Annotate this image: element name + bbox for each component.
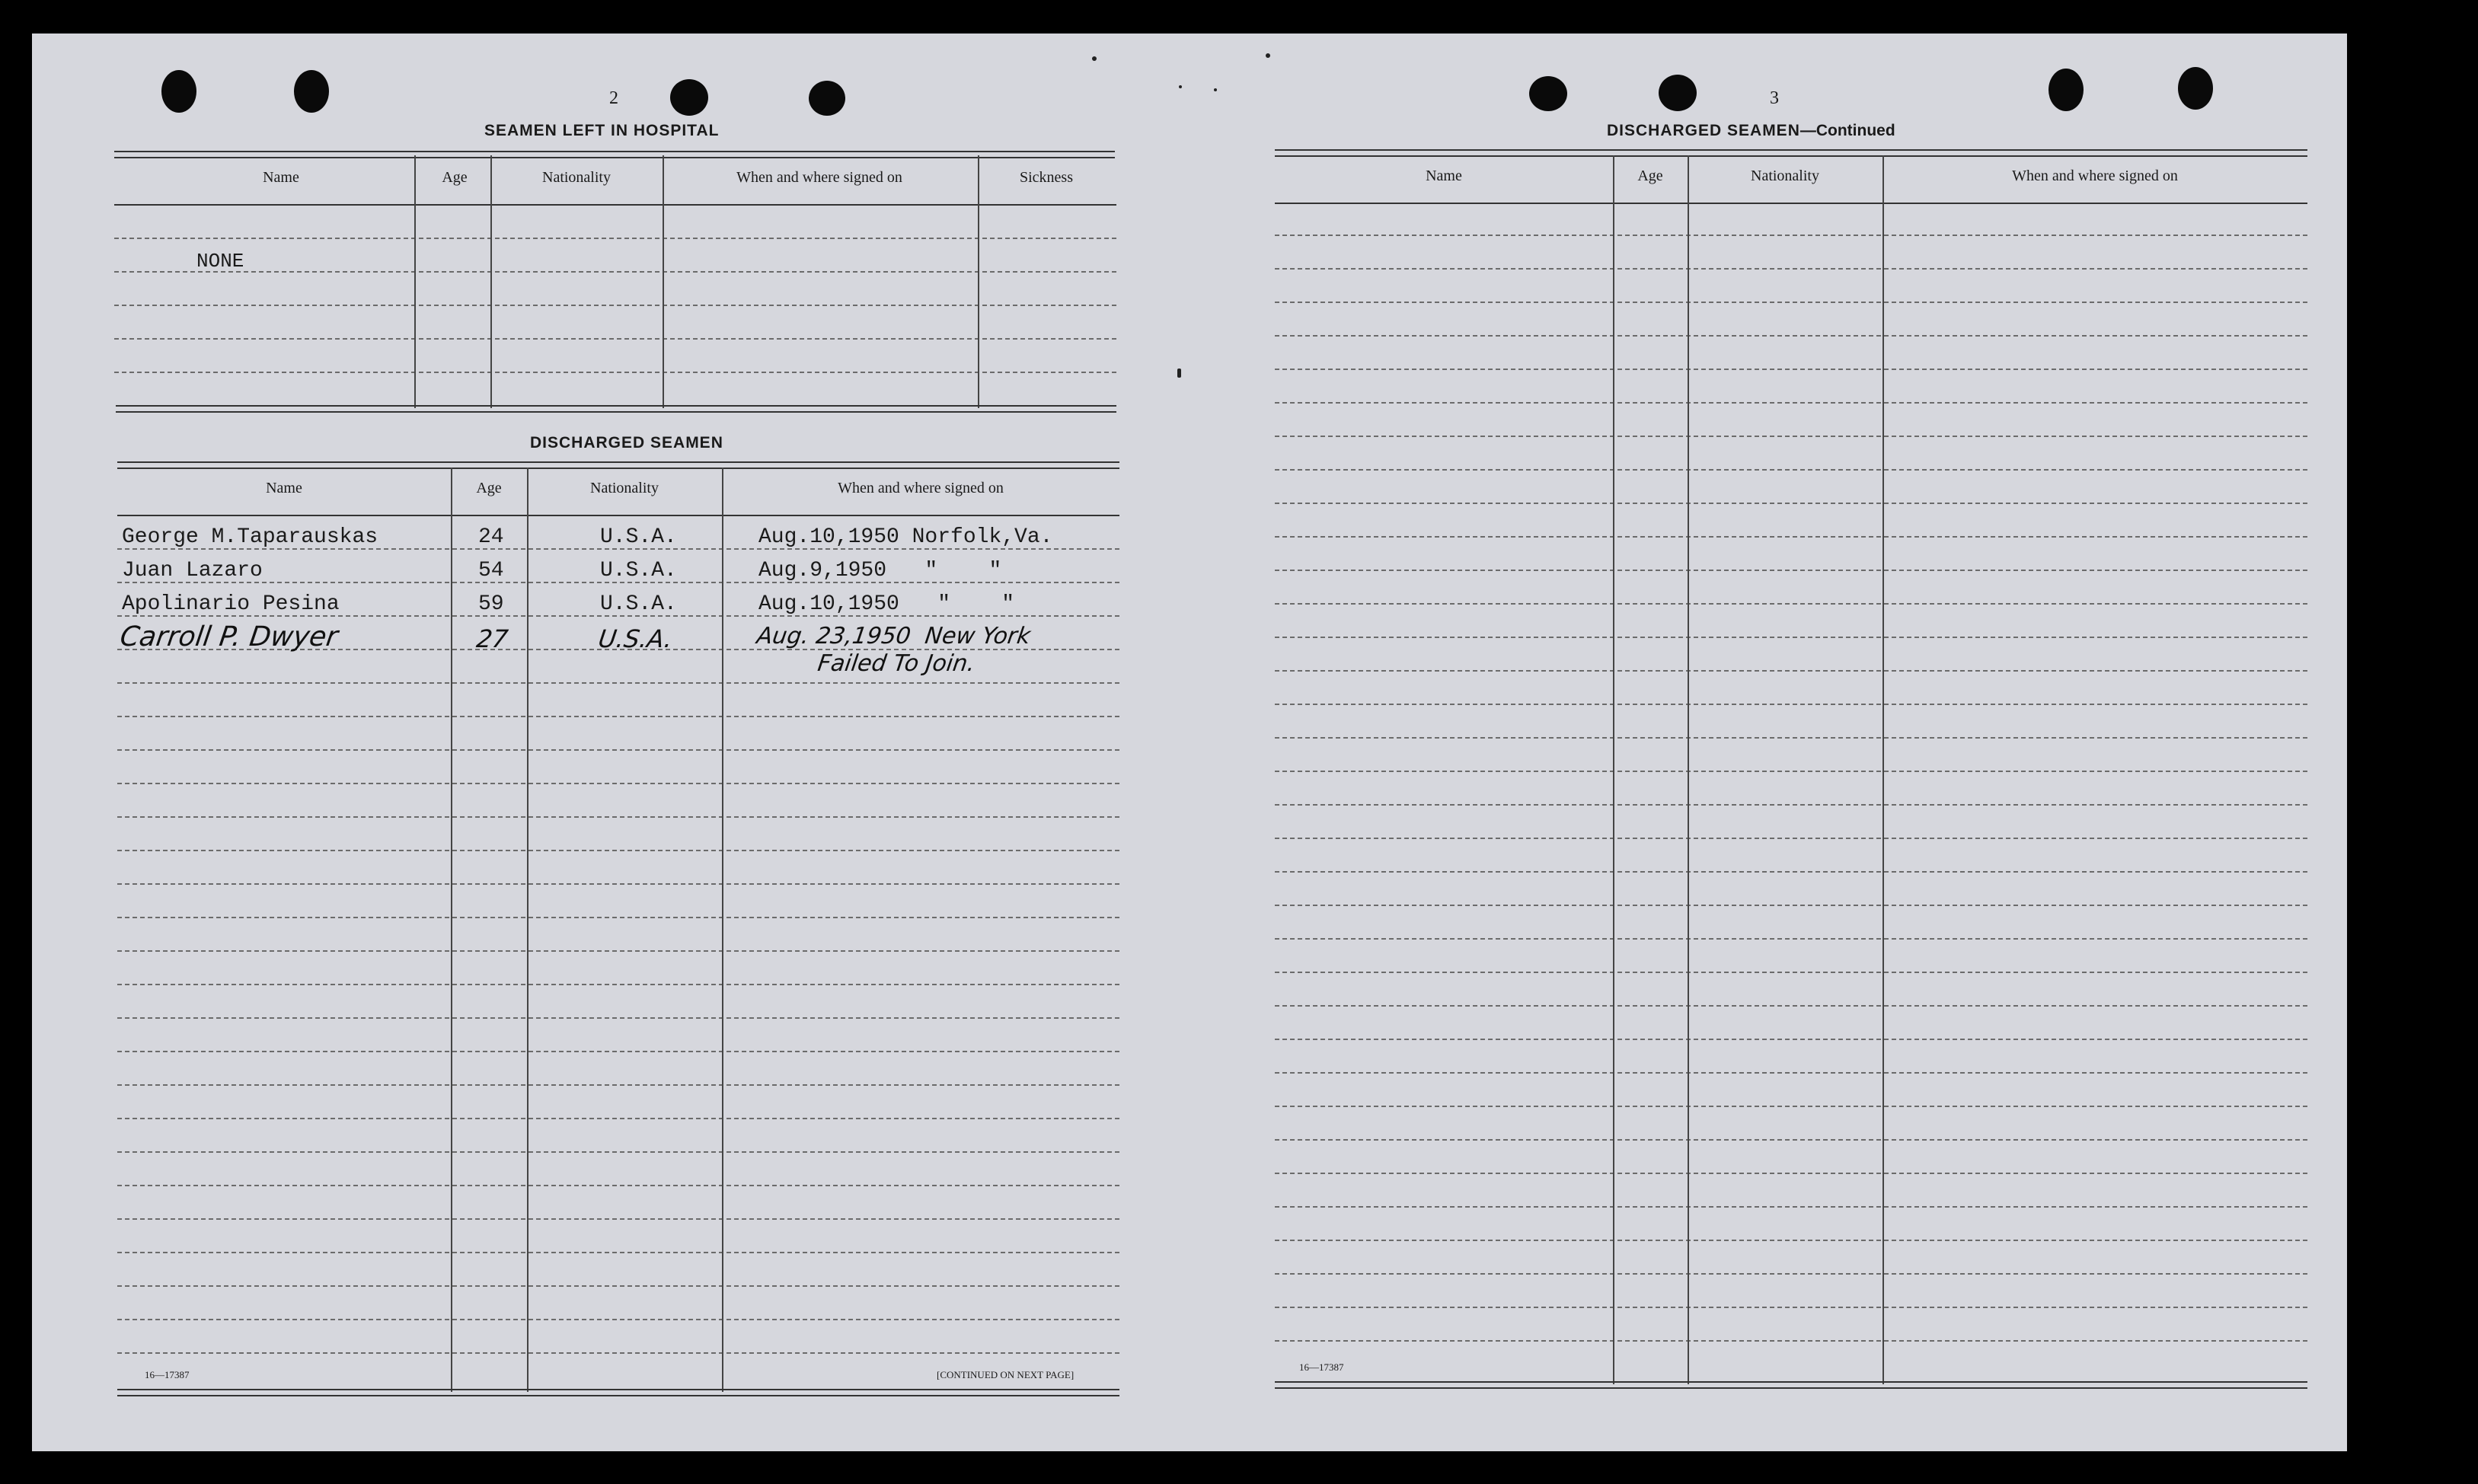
row-line — [114, 271, 1116, 273]
row-line — [114, 372, 1116, 373]
col-divider — [490, 155, 492, 408]
row-line — [1275, 1173, 2307, 1174]
row-line — [117, 1285, 1119, 1287]
row-line — [1275, 402, 2307, 404]
punch-hole — [670, 79, 708, 116]
row-line — [117, 1017, 1119, 1019]
row-line — [117, 1051, 1119, 1052]
row-line — [1275, 1273, 2307, 1275]
row-line — [114, 338, 1116, 340]
row-line — [1275, 804, 2307, 806]
col-header-nationality: Nationality — [542, 169, 611, 186]
row-line — [114, 305, 1116, 306]
row-line — [1275, 1106, 2307, 1107]
seaman-name: Juan Lazaro — [122, 559, 263, 582]
row-line — [117, 1151, 1119, 1153]
page-number: 3 — [1770, 88, 1779, 108]
row-line — [117, 850, 1119, 851]
row-line — [1275, 771, 2307, 772]
row-line — [117, 1218, 1119, 1220]
row-line — [1275, 369, 2307, 370]
document-sheet — [32, 34, 2347, 1451]
seaman-signed-on: Aug.10,1950 " " — [758, 592, 1015, 616]
table-top-rule — [117, 461, 1119, 469]
table-bottom-rule — [117, 1389, 1119, 1396]
seaman-nationality: U.S.A. — [600, 592, 677, 616]
speck — [1179, 85, 1182, 88]
continued-note: [CONTINUED ON NEXT PAGE] — [937, 1369, 1075, 1380]
row-line — [1275, 1072, 2307, 1074]
seaman-nationality-handwritten: U.S.A. — [596, 624, 675, 653]
col-header-signed-on: When and where signed on — [2012, 168, 2178, 184]
seaman-age-handwritten: 27 — [474, 624, 510, 653]
row-line — [117, 816, 1119, 818]
seaman-name: Apolinario Pesina — [122, 592, 340, 616]
col-divider — [527, 468, 528, 1392]
row-line — [1275, 972, 2307, 973]
row-line — [1275, 637, 2307, 638]
punch-hole — [2049, 69, 2084, 111]
section-title-discharged: DISCHARGED SEAMEN — [530, 434, 723, 452]
row-line — [1275, 268, 2307, 270]
row-line — [1275, 1307, 2307, 1308]
speck — [1092, 56, 1097, 61]
row-line — [1275, 871, 2307, 873]
seaman-name-handwritten: Carroll P. Dwyer — [118, 621, 340, 653]
row-line — [117, 1319, 1119, 1320]
row-line — [117, 984, 1119, 985]
col-divider — [1613, 155, 1614, 1384]
page-number: 2 — [609, 88, 618, 108]
seaman-age: 54 — [478, 559, 504, 582]
seaman-signed-on: Aug.9,1950 " " — [758, 559, 1002, 582]
table-bottom-rule — [1275, 1381, 2307, 1389]
col-header-name: Name — [266, 480, 302, 496]
seaman-age: 24 — [478, 525, 504, 549]
header-rule — [1275, 203, 2307, 204]
row-line — [114, 238, 1116, 239]
row-line — [1275, 469, 2307, 471]
header-rule — [117, 515, 1119, 516]
form-number: 16—17387 — [145, 1369, 190, 1380]
row-line — [1275, 235, 2307, 236]
row-line — [117, 682, 1119, 684]
title-suffix: —Continued — [1799, 122, 1895, 139]
col-header-name: Name — [263, 169, 299, 186]
row-line — [1275, 570, 2307, 571]
seaman-nationality: U.S.A. — [600, 525, 677, 549]
header-rule — [114, 204, 1116, 206]
punch-hole — [1659, 75, 1697, 111]
seaman-age: 59 — [478, 592, 504, 616]
row-line — [117, 950, 1119, 952]
row-line — [1275, 503, 2307, 504]
row-line — [117, 783, 1119, 784]
row-line — [117, 1084, 1119, 1086]
col-divider — [722, 468, 723, 1392]
col-header-signed-on: When and where signed on — [838, 480, 1004, 496]
section-title-hospital: SEAMEN LEFT IN HOSPITAL — [484, 122, 720, 139]
row-line — [1275, 436, 2307, 437]
row-line — [1275, 603, 2307, 605]
row-line — [1275, 302, 2307, 303]
form-number: 16—17387 — [1299, 1361, 1344, 1373]
col-header-age: Age — [442, 169, 468, 186]
speck — [1214, 88, 1217, 91]
seaman-signed-on: Aug.10,1950 Norfolk,Va. — [758, 525, 1053, 549]
col-header-signed-on: When and where signed on — [736, 169, 902, 186]
row-line — [117, 1252, 1119, 1253]
speck — [1266, 53, 1270, 58]
row-line — [1275, 1206, 2307, 1208]
punch-hole — [161, 70, 196, 113]
row-line — [1275, 335, 2307, 337]
punch-hole — [294, 70, 329, 113]
row-line — [1275, 838, 2307, 839]
col-divider — [978, 155, 979, 408]
row-line — [1275, 1005, 2307, 1007]
row-line — [1275, 1340, 2307, 1342]
col-header-age: Age — [476, 480, 502, 496]
seaman-name: George M.Taparauskas — [122, 525, 378, 549]
col-divider — [451, 468, 452, 1392]
col-divider — [663, 155, 664, 408]
row-line — [117, 749, 1119, 751]
row-line — [117, 917, 1119, 918]
punch-hole — [809, 81, 845, 116]
row-line — [1275, 670, 2307, 672]
row-line — [1275, 1240, 2307, 1241]
col-header-age: Age — [1637, 168, 1663, 184]
col-divider — [414, 155, 416, 408]
punch-hole — [1529, 76, 1567, 111]
col-header-nationality: Nationality — [590, 480, 659, 496]
row-line — [1275, 704, 2307, 705]
section-title-discharged-continued — [1607, 122, 1895, 140]
table-top-rule — [1275, 149, 2307, 157]
seaman-note-handwritten: Failed To Join. — [816, 650, 977, 677]
col-divider — [1882, 155, 1884, 1384]
row-line — [1275, 737, 2307, 739]
row-line — [1275, 905, 2307, 906]
col-header-nationality: Nationality — [1751, 168, 1819, 184]
row-line — [117, 716, 1119, 717]
row-line — [117, 1352, 1119, 1354]
speck — [1177, 369, 1181, 378]
punch-hole — [2178, 67, 2213, 110]
row-line — [1275, 1139, 2307, 1141]
seaman-nationality: U.S.A. — [600, 559, 677, 582]
row-line — [117, 883, 1119, 885]
col-divider — [1688, 155, 1689, 1384]
seaman-signed-on-handwritten: Aug. 23,1950 New York — [755, 623, 1033, 649]
row-line — [117, 1185, 1119, 1186]
hospital-entry: NONE — [196, 250, 244, 273]
table-bottom-rule — [116, 405, 1116, 413]
col-header-name: Name — [1426, 168, 1462, 184]
row-line — [117, 1118, 1119, 1119]
row-line — [1275, 536, 2307, 538]
row-line — [1275, 1039, 2307, 1040]
row-line — [1275, 938, 2307, 940]
table-top-rule — [114, 151, 1115, 158]
col-header-sickness: Sickness — [1020, 169, 1073, 186]
title-main: DISCHARGED SEAMEN — [1607, 122, 1800, 139]
